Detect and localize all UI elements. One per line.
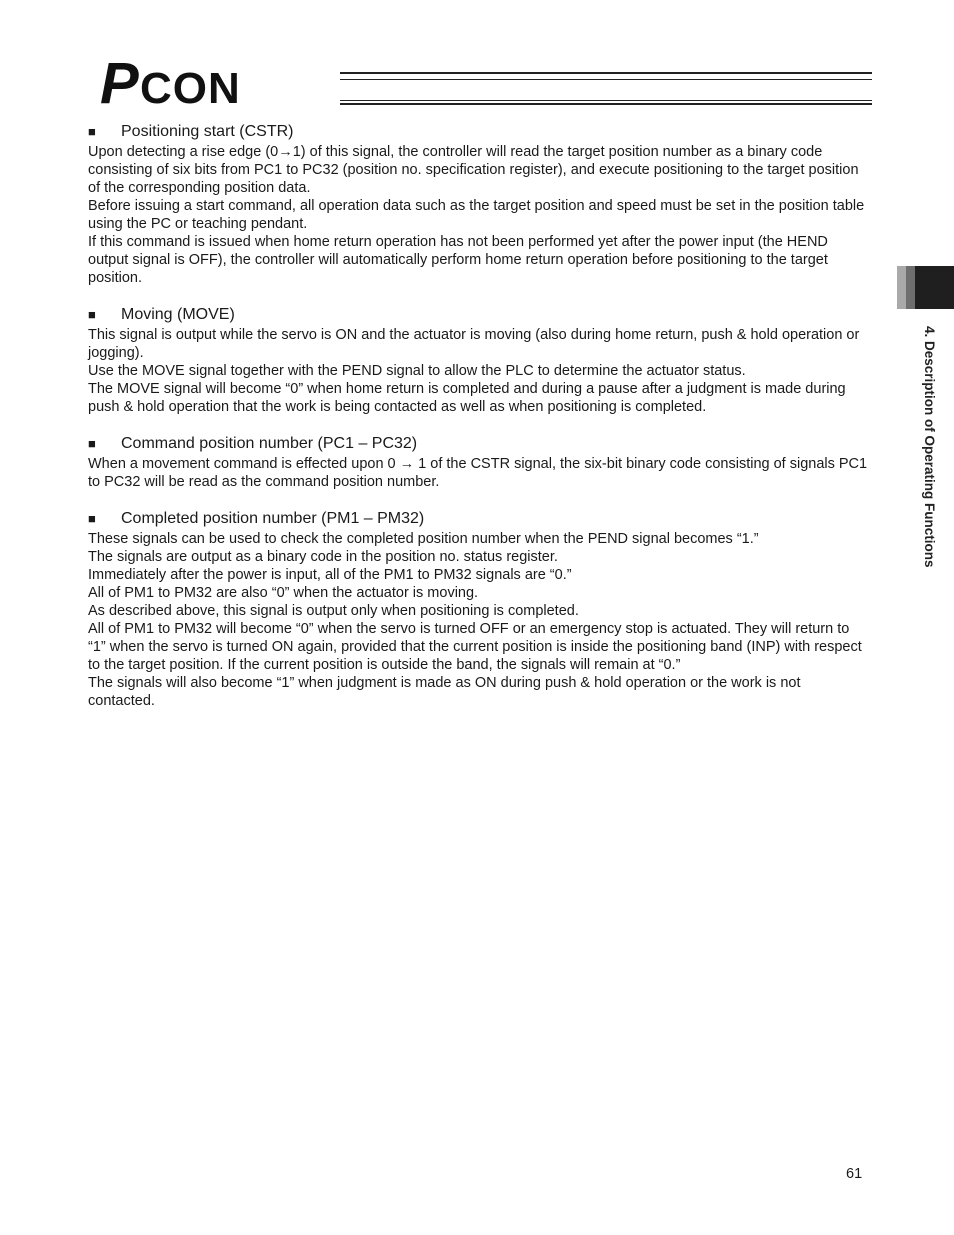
bullet-icon: ■ <box>88 511 96 526</box>
header-rule <box>340 103 872 105</box>
paragraph: The signals will also become “1” when judgment is made as ON during push & hold operation or the work is not contacted. <box>88 675 801 709</box>
paragraph: This signal is output while the servo is ON and the actuator is moving (also during home return, push & hold operation or jogging). <box>88 327 860 361</box>
page-number: 61 <box>846 1166 863 1182</box>
heading-text: Completed position number (PM1 – PM32) <box>121 510 425 527</box>
section-command-position <box>88 434 868 491</box>
section-heading <box>88 305 868 325</box>
paragraph: All of PM1 to PM32 will become “0” when the servo is turned OFF or an emergency stop is actuated. They will return to “1” when the servo is turned ON again, provided that the current position is inside the positioning band (INP) with respect to the target position. If the current position is outside the band, the signals will remain at “0.” <box>88 621 862 673</box>
bullet-icon: ■ <box>88 124 96 139</box>
paragraph: Use the MOVE signal together with the PEND signal to allow the PLC to determine the actuator status. <box>88 363 746 379</box>
paragraph: The MOVE signal will become “0” when home return is completed and during a pause after a judgment is made during push & hold operation that the work is being contacted as well as when positioning is completed. <box>88 381 846 415</box>
chapter-label: 4. Description of Operating Functions <box>922 326 937 568</box>
paragraph: All of PM1 to PM32 are also “0” when the actuator is moving. <box>88 585 479 601</box>
chapter-tab-stripe <box>906 266 915 309</box>
paragraph: Immediately after the power is input, all of the PM1 to PM32 signals are “0.” <box>88 567 572 583</box>
paragraph: Before issuing a start command, all operation data such as the target position and speed must be set in the position table using the PC or teaching pendant. <box>88 198 865 232</box>
logo-letters-con: CON <box>140 64 241 108</box>
section-heading <box>88 122 868 142</box>
header-rule <box>340 79 872 80</box>
section-move <box>88 305 868 416</box>
section-completed-position <box>88 509 868 710</box>
section-cstr <box>88 122 868 287</box>
header-rule <box>340 100 872 101</box>
page-content <box>88 122 868 728</box>
paragraph: As described above, this signal is output only when positioning is completed. <box>88 603 579 619</box>
heading-text: Command position number (PC1 – PC32) <box>121 435 418 452</box>
bullet-icon: ■ <box>88 307 96 322</box>
logo-letter-p: P <box>100 56 139 108</box>
paragraph: These signals can be used to check the completed position number when the PEND signal becomes “1.” <box>88 531 759 547</box>
heading-text: Positioning start (CSTR) <box>121 123 294 140</box>
chapter-tab-stripe <box>897 266 906 309</box>
paragraph: Upon detecting a rise edge (0→1) of this signal, the controller will read the target position number as a binary code consisting of six bits from PC1 to PC32 (position no. specification register), and execute positioning to the target position of the corresponding position data. <box>88 144 859 196</box>
section-heading <box>88 509 868 529</box>
pcon-logo <box>100 56 340 108</box>
paragraph: If this command is issued when home return operation has not been performed yet after the power input (the HEND output signal is OFF), the controller will automatically perform home return operation before positioning to the target position. <box>88 234 828 286</box>
paragraph: The signals are output as a binary code in the position no. status register. <box>88 549 558 565</box>
paragraph: When a movement command is effected upon 0 → 1 of the CSTR signal, the six-bit binary code consisting of signals PC1 to PC32 will be read as the command position number. <box>88 456 868 490</box>
section-heading <box>88 434 868 454</box>
heading-text: Moving (MOVE) <box>121 306 235 323</box>
chapter-tab-block <box>915 266 954 309</box>
header-rule <box>340 72 872 74</box>
bullet-icon: ■ <box>88 436 96 451</box>
